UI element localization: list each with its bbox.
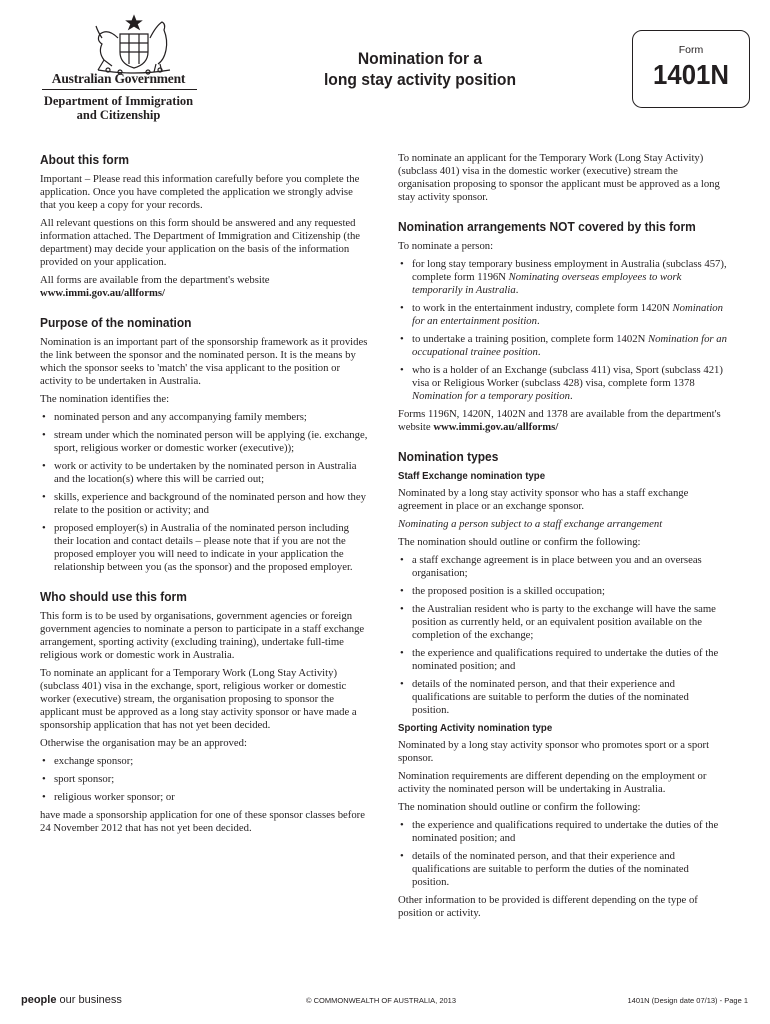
form-number-box [632, 30, 750, 108]
not-covered-heading: Nomination arrangements NOT covered by this form [398, 219, 696, 234]
purpose-heading: Purpose of the nomination [40, 315, 192, 330]
sport-p4: Other information to be provided is different depending on the type of position or activity. [398, 894, 698, 919]
footer-page-info: 1401N (Design date 07/13) - Page 1 [627, 996, 748, 1005]
who-p2: To nominate an applicant for a Temporary Work (Long Stay Activity) (subclass 401) visa in the exchange, sport, religious worker or domestic worker (executive) stream, the organisation proposing to sponsor the applicant must be approved as a long stay activity sponsor or have made a sponsorship application that has not yet been decided. [40, 667, 357, 731]
footer-tagline [21, 994, 122, 1006]
list-item: • the experience and qualifications required to undertake the duties of the nominated position; and [398, 647, 728, 673]
staff-p3: The nomination should outline or confirm the following: [398, 536, 641, 548]
government-logo-text [36, 71, 201, 122]
tagline-bold: people [21, 994, 57, 1006]
list-item: • work or activity to be undertaken by the nominated person in Australia and the location(s) where this will be carried out; [40, 460, 370, 486]
purpose-p2: The nomination identifies the: [40, 393, 170, 405]
sport-p2: Nomination requirements are different depending on the employment or activity the nominated person will be undertaking in Australia. [398, 770, 707, 795]
p2-text: Forms 1196N, 1420N, 1402N and 1378 are available from the department's website [398, 408, 721, 433]
purpose-list [40, 411, 370, 574]
list-item: • proposed employer(s) in Australia of the nominated person including their location and contact details – please note that if you are not the proposed employer you will need to indicate in your application the relationship between you (as the sponsor) and the proposed employer. [40, 522, 370, 574]
list-item [398, 364, 728, 403]
form-title-italic: Nominating overseas employees to work temporarily in Australia [412, 271, 682, 296]
about-p1: Important – Please read this information carefully before you complete the application. Once you have completed the application we strongly advise that you keep a copy for your records. [40, 173, 360, 211]
gov-name: Australian Government [51, 71, 186, 86]
list-item: • religious worker sponsor; or [40, 791, 370, 804]
list-item: • the proposed position is a skilled occupation; [398, 585, 728, 598]
form-number: 1401N [653, 59, 729, 90]
dept-line-1: Department of Immigration [43, 94, 194, 108]
purpose-section [40, 315, 370, 574]
item-text: for long stay temporary business employment in Australia (subclass 457), complete form 1196N [412, 258, 727, 283]
website-link[interactable]: www.immi.gov.au/allforms/ [40, 287, 165, 299]
about-heading: About this form [40, 152, 130, 167]
coat-of-arms-icon [68, 14, 200, 76]
title-line-2: long stay activity position [323, 70, 517, 89]
about-p3 [40, 274, 370, 300]
title-line-1: Nomination for a [357, 49, 483, 68]
list-item: • exchange sponsor; [40, 755, 370, 768]
sport-list [398, 819, 728, 889]
sport-p1: Nominated by a long stay activity sponsor who promotes sport or a sport sponsor. [398, 739, 710, 764]
not-covered-p2 [398, 408, 728, 434]
purpose-p1: Nomination is an important part of the sponsorship framework as it provides the link between the sponsor and the nominated person. It is the means by which the sponsor seeks to 'match' the visa applicant to the position or activity to be undertaken in Australia. [40, 336, 368, 387]
form-title-italic: Nomination for an occupational trainee position [412, 333, 727, 358]
list-item: • the Australian resident who is party to the exchange will have the same position as currently held, or an equivalent position available on the completion of the exchange; [398, 603, 728, 642]
document-title [300, 48, 539, 90]
list-item: • details of the nominated person, and that their experience and qualifications are suitable to perform the duties of the nominated position. [398, 850, 728, 889]
staff-p2: Nominating a person subject to a staff exchange arrangement [398, 518, 663, 530]
item-end: . [537, 346, 541, 358]
who-p3: Otherwise the organisation may be an approved: [40, 737, 247, 749]
page-footer [0, 994, 770, 1010]
types-section [398, 449, 728, 920]
intro-paragraph: To nominate an applicant for the Temporary Work (Long Stay Activity) (subclass 401) visa in the domestic worker (executive) stream the organisation proposing to sponsor the applicant must be approved as a long stay activity sponsor. [398, 152, 720, 203]
sport-p3: The nomination should outline or confirm the following: [398, 801, 641, 813]
who-p1: This form is to be used by organisations, government agencies or foreign government agencies to nominate a person to participate in a staff exchange arrangement, sporting activity (excluding training), undertake full-time religious work or domestic work in Australia. [40, 610, 365, 661]
item-end: . [536, 315, 540, 327]
list-item: • skills, experience and background of the nominated person and how they relate to the position or activity; and [40, 491, 370, 517]
footer-copyright: © COMMONWEALTH OF AUSTRALIA, 2013 [306, 996, 456, 1005]
who-section [40, 589, 370, 835]
about-p3-text: All forms are available from the department's website [40, 274, 270, 286]
list-item [398, 258, 728, 297]
divider [42, 89, 197, 90]
item-end: . [515, 284, 519, 296]
types-heading: Nomination types [398, 449, 499, 464]
item-text: to work in the entertainment industry, complete form 1420N [412, 302, 670, 314]
website-link[interactable]: www.immi.gov.au/allforms/ [433, 421, 559, 433]
dept-line-2: and Citizenship [76, 108, 161, 122]
item-text: to undertake a training position, complete form 1402N [412, 333, 646, 345]
list-item: • the experience and qualifications required to undertake the duties of the nominated position; and [398, 819, 728, 845]
list-item: • nominated person and any accompanying family members; [40, 411, 370, 424]
not-covered-section [398, 219, 728, 434]
list-item [398, 333, 728, 359]
form-title-italic: Nomination for a temporary position [412, 390, 570, 402]
staff-p1: Nominated by a long stay activity sponsor who has a staff exchange agreement in place or an exchange sponsor. [398, 487, 689, 512]
not-covered-p1: To nominate a person: [398, 240, 494, 252]
who-p4: have made a sponsorship application for one of these sponsor classes before 24 November 2012 that has not yet been decided. [40, 809, 365, 834]
staff-list [398, 554, 728, 717]
tagline-rest: our business [56, 994, 122, 1006]
about-p2: All relevant questions on this form should be answered and any requested information attached. The Department of Immigration and Citizenship (the department) may decide your application on the basis of the information provided on your application. [40, 217, 361, 268]
right-column [398, 152, 728, 925]
staff-heading: Staff Exchange nomination type [398, 470, 546, 482]
about-section [40, 152, 370, 300]
who-list [40, 755, 370, 804]
list-item: • details of the nominated person, and that their experience and qualifications are suitable to perform the duties of the nominated position. [398, 678, 728, 717]
item-end: . [569, 390, 573, 402]
form-title-italic: Nomination for an entertainment position [412, 302, 723, 327]
item-text: who is a holder of an Exchange (subclass 411) visa, Sport (subclass 421) visa or Religious Worker (subclass 428) visa, complete form 1378 [412, 364, 723, 389]
left-column [40, 152, 370, 840]
list-item [398, 302, 728, 328]
list-item: • a staff exchange agreement is in place between you and an overseas organisation; [398, 554, 728, 580]
form-label: Form [678, 44, 704, 56]
not-covered-list [398, 258, 728, 403]
who-heading: Who should use this form [40, 589, 187, 604]
sport-heading: Sporting Activity nomination type [398, 722, 553, 734]
list-item: • stream under which the nominated person will be applying (ie. exchange, sport, religious worker or domestic worker (executive)); [40, 429, 370, 455]
list-item: • sport sponsor; [40, 773, 370, 786]
